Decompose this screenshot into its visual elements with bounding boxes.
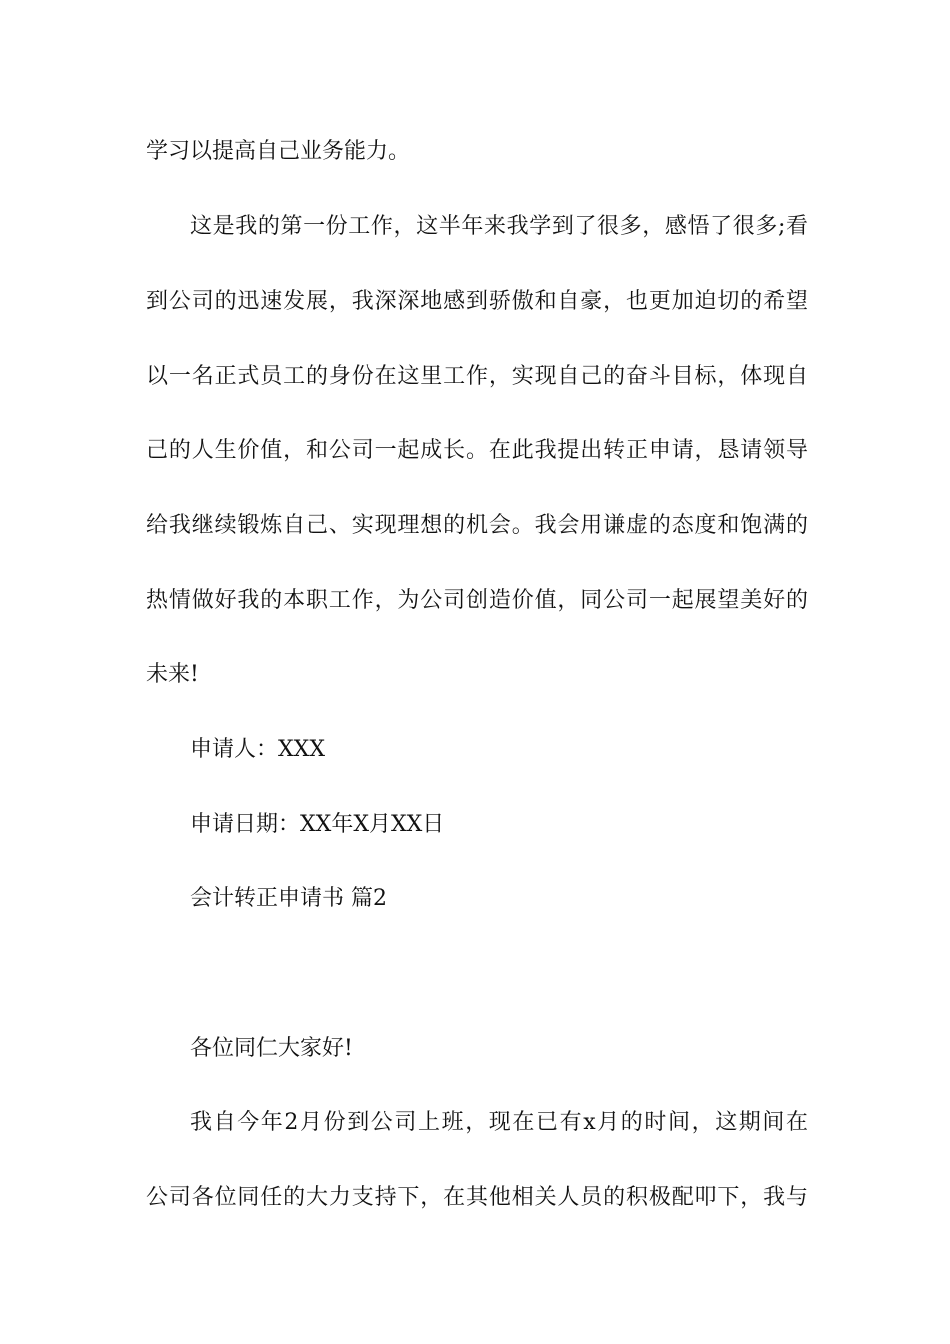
paragraph-line: 公司各位同任的大力支持下，在其他相关人员的积极配叩下，我与 — [146, 1185, 808, 1210]
paragraph-line: 这是我的第一份工作，这半年来我学到了很多，感悟了很多;看 — [190, 214, 808, 239]
paragraph-line: 热情做好我的本职工作，为公司创造价值，同公司一起展望美好的 — [146, 588, 808, 613]
paragraph-line: 己的人生价值，和公司一起成长。在此我提出转正申请，恳请领导 — [146, 438, 808, 463]
paragraph-line: 给我继续锻炼自己、实现理想的机会。我会用谦虚的态度和饱满的 — [146, 513, 808, 538]
paragraph-line: 学习以提高自己业务能力。 — [146, 139, 411, 164]
paragraph-line: 未来! — [146, 662, 199, 687]
application-date-line: 申请日期：XX年X月XX日 — [190, 812, 445, 837]
paragraph-line: 到公司的迅速发展，我深深地感到骄傲和自豪，也更加迫切的希望 — [146, 289, 808, 314]
applicant-line: 申请人：XXX — [190, 737, 325, 762]
greeting-line: 各位同仁大家好! — [190, 1036, 353, 1061]
paragraph-line: 以一名正式员工的身份在这里工作，实现自己的奋斗目标，体现自 — [146, 364, 808, 389]
paragraph-line: 我自今年2月份到公司上班，现在已有x月的时间，这期间在 — [190, 1110, 808, 1135]
section-heading: 会计转正申请书 篇2 — [190, 886, 387, 911]
